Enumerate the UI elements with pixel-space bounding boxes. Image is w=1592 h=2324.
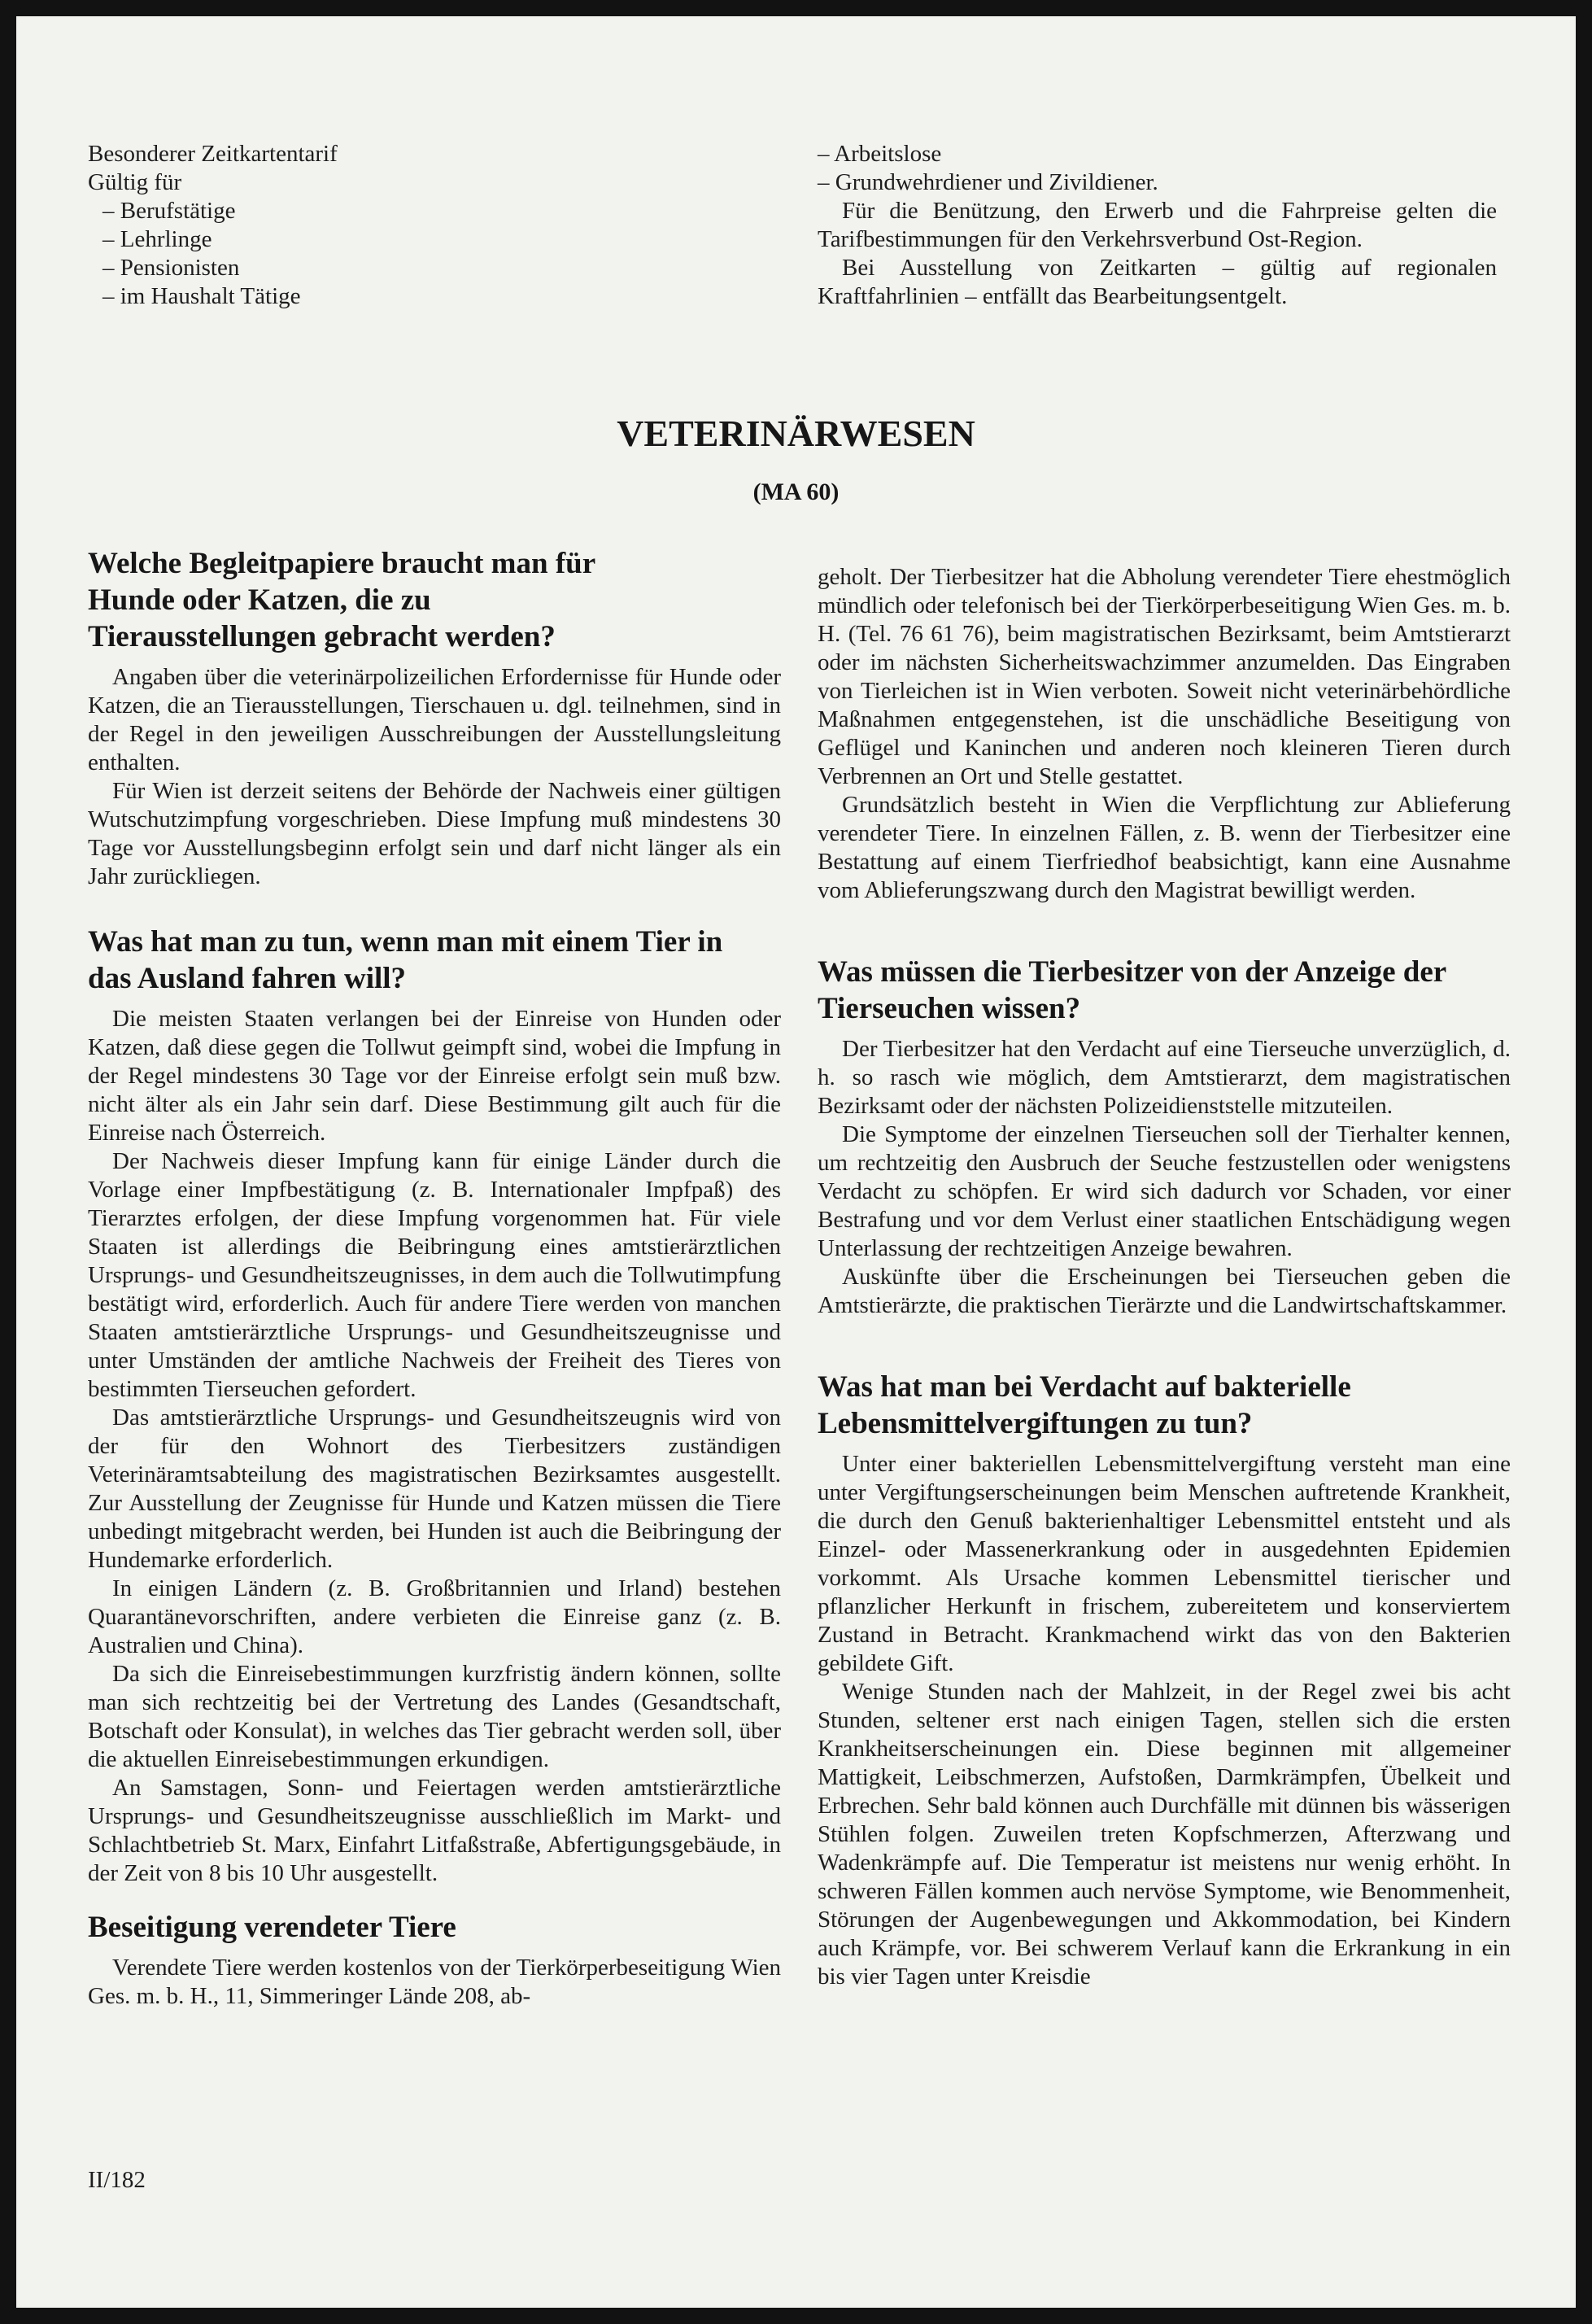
- paragraph: geholt. Der Tierbesitzer hat die Abholung verendeter Tiere ehestmöglich mündlich oder telefonisch bei der Tierkörperbeseitigung Wien Ges. m. b. H. (Tel. 76 61 76), beim magistratischen Bezirksamt, beim Amtstierarzt oder im nächsten Sicherheitswachzimmer anzumelden. Das Eingraben von Tierleichen ist in Wien verboten. Soweit nicht veterinärbehördliche Maßnahmen entgegenstehen, ist die unschädliche Beseitigung von Geflügel und Kaninchen und anderen noch kleineren Tieren durch Verbrennen an Ort und Stelle gestattet.: [818, 564, 1511, 789]
- tariff-item: – Pensionisten: [102, 255, 240, 281]
- tariff-block: [88, 140, 592, 311]
- tariff-paragraph: Für die Benützung, den Erwerb und die Fahrpreise gelten die Tarifbestimmungen für den Verkehrsverbund Ost-Region.: [818, 198, 1497, 252]
- tariff-item: – Arbeitslose: [818, 141, 942, 167]
- heading-begleitpapiere: Welche Begleitpapiere braucht man für Hunde oder Katzen, die zu Tierausstellungen gebracht werden?: [88, 547, 595, 653]
- paragraph: Da sich die Einreisebestimmungen kurzfristig ändern können, sollte man sich rechtzeitig bei der Vertretung des Landes (Gesandtschaft, Botschaft oder Konsulat), in welches das Tier gebracht werden soll, über die aktuellen Einreisebestimmungen erkundigen.: [88, 1661, 781, 1772]
- tariff-block-right: [818, 140, 1497, 311]
- paragraph: Die Symptome der einzelnen Tierseuchen soll der Tierhalter kennen, um rechtzeitig den Ausbruch der Seuche festzustellen oder wenigstens Verdacht zu schöpfen. Er wird sich dadurch vor Schaden, vor einer Bestrafung und vor dem Verlust einer staatlichen Entschädigung wegen Unterlassung der rechtzeitigen Anzeige bewahren.: [818, 1121, 1511, 1261]
- paragraph: Der Nachweis dieser Impfung kann für einige Länder durch die Vorlage einer Impfbestätigung (z. B. Internationaler Impfpaß) des Tierarztes erfolgen, der diese Impfung vorgenommen hat. Für viele Staaten ist allerdings die Beibringung eines amtstierärztlichen Ursprungs- und Gesundheitszeugnisses, in dem auch die Tollwutimpfung bestätigt wird, erforderlich. Auch für andere Tiere werden von manchen Staaten amtstierärztliche Ursprungs- und Gesundheitszeugnisse und unter Umständen der amtliche Nachweis der Freiheit des Tieres von bestimmten Tierseuchen gefordert.: [88, 1148, 781, 1402]
- paragraph: An Samstagen, Sonn- und Feiertagen werden amtstierärztliche Ursprungs- und Gesundheitszeugnisse ausschließlich im Markt- und Schlachtbetrieb St. Marx, Einfahrt Litfaßstraße, Abfertigungsgebäude, in der Zeit von 8 bis 10 Uhr ausgestellt.: [88, 1775, 781, 1886]
- paragraph: Wenige Stunden nach der Mahlzeit, in der Regel zwei bis acht Stunden, seltener erst nach einigen Tagen, stellen sich die ersten Krankheitserscheinungen ein. Diese beginnen mit allgemeiner Mattigkeit, Leibschmerzen, Aufstoßen, Darmkrämpfen, Übelkeit und Erbrechen. Sehr bald können auch Durchfälle mit dünnen bis wässerigen Stühlen folgen. Zuweilen treten Kopfschmerzen, Afterzwang und Wadenkrämpfe auf. Die Temperatur ist meistens nur wenig erhöht. In schweren Fällen kommen auch nervöse Symptome, wie Benommenheit, Störungen der Augenbewegungen und Akkommodation, bei Kindern auch Krämpfe, vor. Bei schwerem Verlauf kann die Erkrankung in ein bis vier Tagen unter Kreisdie: [818, 1679, 1511, 1990]
- paragraph: Verendete Tiere werden kostenlos von der Tierkörperbeseitigung Wien Ges. m. b. H., 11, Simmeringer Lände 208, ab-: [88, 1955, 781, 2009]
- left-column: [88, 545, 781, 2011]
- paragraph: In einigen Ländern (z. B. Großbritannien und Irland) bestehen Quarantänevorschriften, andere verbieten die Einreise ganz (z. B. Australien und China).: [88, 1575, 781, 1658]
- section-title: VETERINÄRWESEN: [617, 413, 975, 454]
- heading-ausland: Was hat man zu tun, wenn man mit einem Tier in das Ausland fahren will?: [88, 925, 723, 995]
- tariff-item: – Berufstätige: [102, 198, 236, 224]
- tariff-item: – Grundwehrdiener und Zivildiener.: [818, 169, 1158, 195]
- paragraph: Unter einer bakteriellen Lebensmittelvergiftung versteht man eine unter Vergiftungserscheinungen beim Menschen auftretende Krankheit, die durch den Genuß bakterienhaltiger Lebensmittel entsteht und als Einzel- oder Massenerkrankung oder in ausgedehnten Epidemien vorkommt. Als Ursache kommen Lebensmittel tierischer und pflanzlicher Herkunft in frischem, zubereitetem und konserviertem Zustand in Betracht. Krankmachend wirkt das von den Bakterien gebildete Gift.: [818, 1451, 1511, 1676]
- paragraph: Der Tierbesitzer hat den Verdacht auf eine Tierseuche unverzüglich, d. h. so rasch wie möglich, dem Amtstierarzt, dem magistratischen Bezirksamt oder der nächsten Polizeidienststelle mitzuteilen.: [818, 1036, 1511, 1119]
- paragraph: Für Wien ist derzeit seitens der Behörde der Nachweis einer gültigen Wutschutzimpfung vorgeschrieben. Diese Impfung muß mindestens 30 Tage vor Ausstellungsbeginn erfolgt sein und darf nicht länger als ein Jahr zurückliegen.: [88, 778, 781, 889]
- tariff-sub: Gültig für: [88, 169, 182, 195]
- paragraph: Grundsätzlich besteht in Wien die Verpflichtung zur Ablieferung verendeter Tiere. In einzelnen Fällen, z. B. wenn der Tierbesitzer eine Bestattung auf einem Tierfriedhof beabsichtigt, kann eine Ausnahme vom Ablieferungszwang durch den Magistrat bewilligt werden.: [818, 792, 1511, 903]
- tariff-item: – im Haushalt Tätige: [102, 283, 301, 309]
- paragraph: Auskünfte über die Erscheinungen bei Tierseuchen geben die Amtstierärzte, die praktischen Tierärzte und die Landwirtschaftskammer.: [818, 1264, 1511, 1318]
- tariff-item: – Lehrlinge: [102, 226, 212, 252]
- paragraph: Die meisten Staaten verlangen bei der Einreise von Hunden oder Katzen, daß diese gegen die Tollwut geimpft sind, wobei die Impfung in der Regel mindestens 30 Tage vor der Einreise erfolgt sein muß bzw. nicht älter als ein Jahr sein darf. Diese Bestimmung gilt auch für die Einreise nach Österreich.: [88, 1006, 781, 1146]
- heading-beseitigung: Beseitigung verendeter Tiere: [88, 1911, 456, 1944]
- right-column: [818, 563, 1511, 1991]
- tariff-paragraph: Bei Ausstellung von Zeitkarten – gültig auf regionalen Kraftfahrlinien – entfällt das Bearbeitungsentgelt.: [818, 255, 1497, 309]
- heading-lebensmittelvergiftung: Was hat man bei Verdacht auf bakterielle Lebensmittelvergiftungen zu tun?: [818, 1370, 1351, 1440]
- document-page: [16, 16, 1576, 2308]
- paragraph: Das amtstierärztliche Ursprungs- und Gesundheitszeugnis wird von der für den Wohnort des Tierbesitzers zuständigen Veterinäramtsabteilung des magistratischen Bezirksamtes ausgestellt. Zur Ausstellung der Zeugnisse für Hunde und Katzen müssen die Tiere unbedingt mitgebracht werden, bei Hunden ist auch die Beibringung der Hundemarke erforderlich.: [88, 1404, 781, 1573]
- page-number: II/182: [88, 2167, 146, 2193]
- section-subtitle: (MA 60): [752, 478, 840, 505]
- paragraph: Angaben über die veterinärpolizeilichen Erfordernisse für Hunde oder Katzen, die an Tierausstellungen, Tierschauen u. dgl. teilnehmen, sind in der Regel in den jeweiligen Ausschreibungen der Ausstellungsleitung enthalten.: [88, 664, 781, 775]
- heading-tierseuchen: Was müssen die Tierbesitzer von der Anzeige der Tierseuchen wissen?: [818, 955, 1446, 1025]
- tariff-heading: Besonderer Zeitkartentarif: [88, 141, 338, 167]
